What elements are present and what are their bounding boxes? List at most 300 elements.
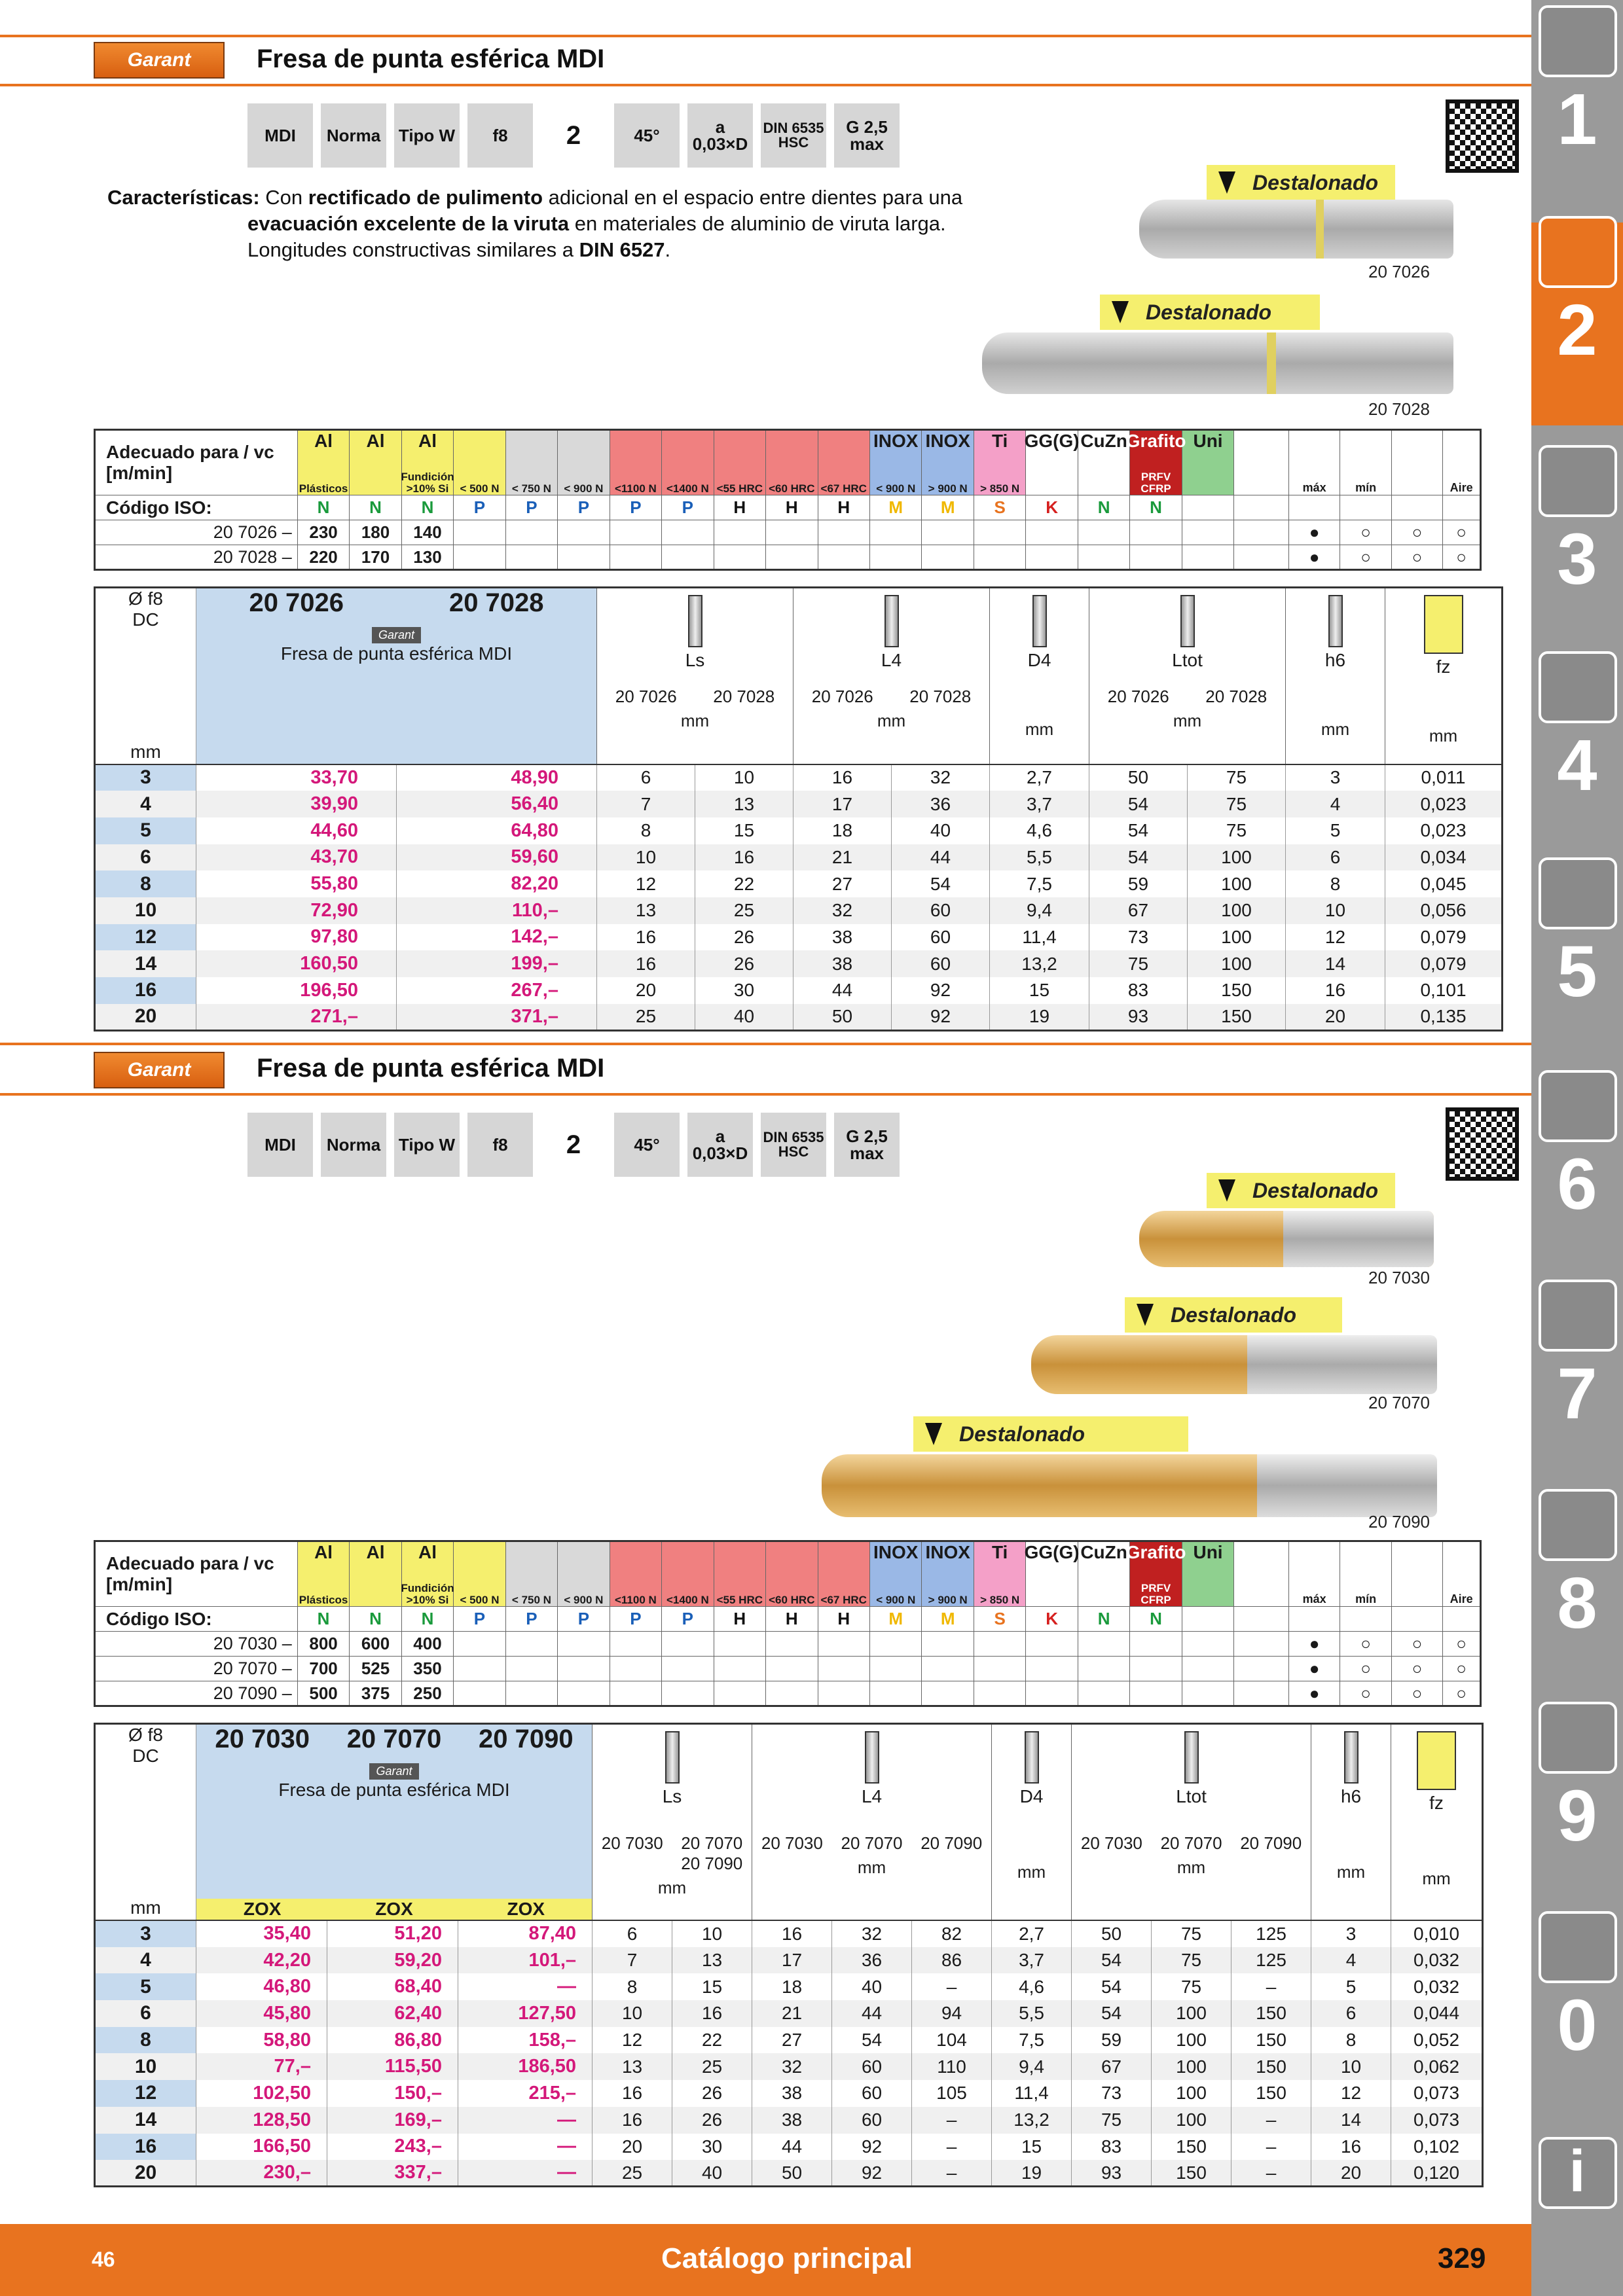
dimension-value: 12 <box>593 2027 672 2054</box>
dimension-value: 10 <box>1286 897 1385 924</box>
price-value: 150,– <box>327 2080 458 2107</box>
dimension-value: 6 <box>1311 2000 1391 2027</box>
vc-empty <box>1130 1681 1182 1706</box>
dimension-value: 150 <box>1231 2080 1311 2107</box>
chapter-number: 6 <box>1557 1144 1597 1225</box>
dimension-value: 54 <box>892 870 990 897</box>
dimension-value: 12 <box>1286 924 1385 951</box>
material-sub: <1100 N <box>614 1594 657 1606</box>
dimension-symbol: h6 <box>1340 1786 1362 1806</box>
material-column <box>974 1541 1025 1607</box>
vc-empty <box>610 520 661 545</box>
coolant-mark: ○ <box>1340 1632 1391 1657</box>
price-value: 46,80 <box>196 1973 327 2000</box>
dimension-value: 16 <box>593 2080 672 2107</box>
iso-code: N <box>1078 495 1129 520</box>
material-cell <box>1125 431 1186 495</box>
dimension-value: 16 <box>597 950 695 977</box>
vc-empty <box>1078 1657 1129 1681</box>
material-cell <box>1078 1542 1129 1606</box>
iso-blank <box>1288 1607 1340 1632</box>
dimension-value: 16 <box>1311 2134 1391 2161</box>
iso-code: M <box>869 495 921 520</box>
dimension-value: – <box>1231 2134 1311 2161</box>
coolant-column: mín <box>1340 1541 1391 1607</box>
material-cell <box>298 1542 349 1606</box>
dimension-value: 100 <box>1152 2000 1231 2027</box>
iso-code: K <box>1026 495 1078 520</box>
features-text-plain: Longitudes constructivas similares a <box>247 238 579 261</box>
iso-blank <box>1443 495 1481 520</box>
coolant-column: Aire <box>1443 430 1481 495</box>
dimension-value: 0,010 <box>1391 1920 1483 1947</box>
footer-title: Catálogo principal <box>661 2242 913 2274</box>
vc-value: 375 <box>350 1681 401 1706</box>
price-value: 62,40 <box>327 2000 458 2027</box>
material-column <box>662 1541 714 1607</box>
dimension-value: 83 <box>1089 977 1188 1004</box>
coolant-mark: ○ <box>1340 1657 1391 1681</box>
coolant-mark: ○ <box>1391 545 1442 570</box>
dimension-value: 2,7 <box>992 1920 1072 1947</box>
chapter-tab-icon[interactable] <box>1539 857 1617 929</box>
dimension-value: – <box>912 2160 992 2187</box>
price-value: 43,70 <box>196 844 397 871</box>
dimension-value: 92 <box>892 977 990 1004</box>
iso-blank <box>1340 1607 1391 1632</box>
iso-code: N <box>1130 495 1182 520</box>
chapter-number: i <box>1569 2139 1586 2204</box>
vc-empty <box>558 1632 610 1657</box>
data-row <box>95 2000 1483 2027</box>
diameter-value: 10 <box>95 2053 196 2080</box>
vc-empty <box>1078 1632 1129 1657</box>
article-number: 20 7026 <box>249 588 344 617</box>
iso-label: Código ISO: <box>95 1607 298 1632</box>
price-value: 35,40 <box>196 1920 327 1947</box>
chapter-tab-icon[interactable] <box>1539 1911 1617 1983</box>
vc-empty <box>1026 520 1078 545</box>
price-value: 142,– <box>397 924 597 951</box>
diameter-value: 8 <box>95 2027 196 2054</box>
iso-row <box>95 1607 1481 1632</box>
material-cell <box>714 1542 765 1606</box>
chapter-tab-icon[interactable] <box>1539 5 1617 77</box>
dimension-value: 92 <box>832 2134 912 2161</box>
dimension-value: 125 <box>1231 1920 1311 1947</box>
dimension-symbol: D4 <box>1019 1786 1044 1806</box>
dimension-value: 16 <box>597 924 695 951</box>
material-cell <box>402 431 453 495</box>
price-value: 110,– <box>397 897 597 924</box>
features-line-2 <box>107 211 962 237</box>
dimension-value: 10 <box>672 1920 752 1947</box>
coolant-column: mín <box>1340 430 1391 495</box>
dimension-value: 10 <box>593 2000 672 2027</box>
material-cell <box>870 1542 921 1606</box>
material-sub: <1400 N <box>666 1594 709 1606</box>
dimension-value: 36 <box>892 791 990 817</box>
material-name: INOX <box>873 431 919 451</box>
diameter-value: 14 <box>95 2107 196 2134</box>
article-code: 20 7030 – <box>95 1632 298 1657</box>
iso-code: M <box>869 1607 921 1632</box>
dimension-value: 15 <box>695 817 793 844</box>
sub-code: 20 7090 <box>1240 1833 1302 1853</box>
dimension-value: 0,044 <box>1391 2000 1483 2027</box>
vc-empty <box>505 1657 557 1681</box>
footer-left-number: 46 <box>92 2248 115 2271</box>
dimension-symbol: Ls <box>685 650 705 670</box>
chapter-tab-icon[interactable] <box>1539 1280 1617 1352</box>
article-code: 20 7070 – <box>95 1657 298 1681</box>
chapter-tab-icon[interactable] <box>1539 1070 1617 1142</box>
material-column <box>766 1541 818 1607</box>
dimension-header <box>1311 1724 1391 1921</box>
unit-label: mm <box>857 1857 886 1877</box>
vc-empty <box>922 520 974 545</box>
dimension-icon <box>665 1731 680 1784</box>
data-row <box>95 950 1503 977</box>
tool-code: 20 7030 <box>1368 1268 1430 1287</box>
dimension-value: 6 <box>1286 844 1385 871</box>
chapter-tab-icon[interactable] <box>1539 216 1617 288</box>
dimension-value: – <box>912 2107 992 2134</box>
dimension-value: 25 <box>593 2160 672 2187</box>
iso-code: N <box>1078 1607 1129 1632</box>
material-cell <box>506 431 557 495</box>
chapter-number: 7 <box>1557 1354 1597 1434</box>
vc-empty <box>818 1681 869 1706</box>
sub-code-row <box>793 687 989 707</box>
diameter-value: 10 <box>95 897 196 924</box>
property-icons <box>247 1113 900 1177</box>
material-cell <box>766 1542 817 1606</box>
diameter-value: 20 <box>95 2160 196 2187</box>
dimension-value: 75 <box>1152 1947 1231 1974</box>
dimension-value: 125 <box>1231 1947 1311 1974</box>
data-header-row <box>95 1724 1483 1921</box>
material-cell <box>922 1542 973 1606</box>
garant-mini-logo: Garant <box>369 1763 418 1780</box>
material-column <box>922 1541 974 1607</box>
tool-image <box>822 1454 1280 1517</box>
vc-empty <box>558 545 610 570</box>
material-cell <box>818 431 869 495</box>
material-column <box>974 430 1025 495</box>
dimension-value: 14 <box>1286 950 1385 977</box>
dimension-value: 4 <box>1311 1947 1391 1974</box>
price-value: — <box>458 1973 593 2000</box>
unit-label: mm <box>130 742 161 762</box>
iso-code: P <box>558 1607 610 1632</box>
material-cell <box>870 431 921 495</box>
unit-label: mm <box>680 711 710 730</box>
vc-empty <box>662 1681 714 1706</box>
iso-code: P <box>662 1607 714 1632</box>
dimension-value: 25 <box>672 2053 752 2080</box>
dimension-value: 15 <box>992 2134 1072 2161</box>
article-number: 20 7028 <box>448 588 544 617</box>
chapter-tab-icon[interactable] <box>1539 445 1617 517</box>
data-row <box>95 817 1503 844</box>
material-column <box>610 1541 661 1607</box>
coolant-column: Aire <box>1443 1541 1481 1607</box>
dimension-header <box>1089 588 1286 764</box>
dimension-symbol: Ls <box>662 1786 682 1806</box>
material-cell <box>662 1542 713 1606</box>
dimension-header <box>593 1724 752 1921</box>
dimension-header <box>1072 1724 1311 1921</box>
dimension-value: 44 <box>892 844 990 871</box>
dimension-value: 17 <box>793 791 892 817</box>
vc-value: 800 <box>297 1632 349 1657</box>
qr-code[interactable] <box>1446 99 1519 173</box>
dimension-value: 150 <box>1231 2053 1311 2080</box>
iso-code: P <box>558 495 610 520</box>
coolant-blank <box>1234 1657 1289 1681</box>
material-sub: < 750 N <box>511 482 551 495</box>
material-cell <box>974 1542 1025 1606</box>
dimension-value: 50 <box>793 1004 892 1031</box>
price-value: 186,50 <box>458 2053 593 2080</box>
material-sub: <1400 N <box>666 482 709 495</box>
price-value: 102,50 <box>196 2080 327 2107</box>
material-name: Al <box>314 1542 333 1562</box>
material-cell <box>662 431 713 495</box>
vc-empty <box>869 520 921 545</box>
dimension-value: 75 <box>1072 2107 1152 2134</box>
dimension-value: 18 <box>752 1973 832 2000</box>
iso-code: P <box>505 1607 557 1632</box>
dimension-value: 100 <box>1152 2080 1231 2107</box>
iso-code: S <box>974 1607 1025 1632</box>
material-name: Al <box>418 1542 437 1562</box>
dimension-value: 21 <box>793 844 892 871</box>
dimension-value: 50 <box>1072 1920 1152 1947</box>
dimension-header <box>990 588 1089 764</box>
material-column <box>1125 1541 1186 1607</box>
dimension-value: 32 <box>892 764 990 791</box>
dimension-value: 0,034 <box>1385 844 1503 871</box>
dimension-value: 26 <box>695 950 793 977</box>
dimension-value: 38 <box>752 2080 832 2107</box>
tool-code: 20 7026 <box>1368 262 1430 281</box>
dimension-symbol: fz <box>1436 656 1451 677</box>
material-column <box>1078 1541 1129 1607</box>
data-table <box>94 586 1503 1031</box>
vc-empty <box>922 1657 974 1681</box>
material-sub: <60 HRC <box>769 1594 815 1606</box>
destalonado-label: Destalonado <box>1125 1297 1342 1333</box>
garant-logo: Garant <box>94 42 225 79</box>
material-sub: PRFV CFRP <box>1140 471 1171 495</box>
property-icon: MDI <box>247 103 313 168</box>
dimension-value: – <box>912 1973 992 2000</box>
material-cell <box>818 1542 869 1606</box>
price-value: 44,60 <box>196 817 397 844</box>
dimension-value: 54 <box>1072 1947 1152 1974</box>
diameter-value: 16 <box>95 2134 196 2161</box>
sub-code: 20 7070 20 7090 <box>681 1833 743 1873</box>
dimension-value: 100 <box>1152 2053 1231 2080</box>
diameter-value: 6 <box>95 2000 196 2027</box>
dimension-value: 12 <box>597 870 695 897</box>
material-sub: < 500 N <box>460 1594 500 1606</box>
dimension-value: 5,5 <box>990 844 1089 871</box>
garant-logo: Garant <box>94 1052 225 1088</box>
compat-row <box>95 520 1481 545</box>
property-icon: DIN 6535 HSC <box>761 1113 826 1177</box>
coolant-blank <box>1234 1632 1289 1657</box>
sub-code-row <box>1089 687 1285 707</box>
product-header <box>196 1724 593 1921</box>
dimension-value: 50 <box>1089 764 1188 791</box>
vc-empty <box>714 1657 765 1681</box>
dimension-value: 75 <box>1188 764 1286 791</box>
sub-code-row <box>593 1833 752 1874</box>
vc-empty <box>1078 520 1129 545</box>
vc-empty <box>1026 1632 1078 1657</box>
vc-empty <box>818 545 869 570</box>
features-text-plain: Con <box>265 186 308 209</box>
material-cell <box>350 431 401 495</box>
tool-shank <box>1257 1454 1437 1517</box>
dimension-value: 75 <box>1089 950 1188 977</box>
article-numbers <box>196 588 596 618</box>
material-column <box>610 430 661 495</box>
data-row <box>95 791 1503 817</box>
section-title: Fresa de punta esférica MDI <box>257 1054 605 1083</box>
material-name: Grafito <box>1125 1542 1186 1562</box>
dimension-value: 7 <box>597 791 695 817</box>
material-column <box>454 1541 505 1607</box>
data-row <box>95 764 1503 791</box>
dimension-value: 54 <box>1089 844 1188 871</box>
price-value: 48,90 <box>397 764 597 791</box>
compat-header-row <box>95 1541 1481 1607</box>
coolant-mark: ○ <box>1340 1681 1391 1706</box>
dimension-value: 13 <box>695 791 793 817</box>
iso-code: N <box>297 495 349 520</box>
chapter-tab-icon[interactable] <box>1539 1489 1617 1561</box>
dimension-value: 54 <box>1072 2000 1152 2027</box>
diameter-value: 3 <box>95 764 196 791</box>
dimension-value: 0,079 <box>1385 924 1503 951</box>
vc-value: 700 <box>297 1657 349 1681</box>
destalonado-label: Destalonado <box>1207 165 1395 200</box>
dimension-value: 60 <box>832 2080 912 2107</box>
chapter-tab-icon[interactable] <box>1539 651 1617 723</box>
material-column <box>818 430 869 495</box>
dimension-value: – <box>1231 2160 1311 2187</box>
unit-label: mm <box>1422 1869 1451 1888</box>
price-value: 42,20 <box>196 1947 327 1974</box>
dimension-value: 3 <box>1311 1920 1391 1947</box>
material-column <box>297 1541 349 1607</box>
material-sub: < 500 N <box>460 482 500 495</box>
iso-code: H <box>714 1607 765 1632</box>
material-sub: <60 HRC <box>769 482 815 495</box>
vc-value: 600 <box>350 1632 401 1657</box>
iso-code: M <box>922 1607 974 1632</box>
unit-label: mm <box>1321 719 1350 739</box>
data-row <box>95 2080 1483 2107</box>
material-sub: <67 HRC <box>820 482 867 495</box>
dimension-value: 22 <box>672 2027 752 2054</box>
dimension-value: 27 <box>793 870 892 897</box>
vc-empty <box>610 1657 661 1681</box>
vc-empty <box>454 1681 505 1706</box>
dimension-value: 60 <box>892 897 990 924</box>
dimension-value: 15 <box>990 977 1089 1004</box>
vc-empty <box>869 545 921 570</box>
dimension-value: 19 <box>990 1004 1089 1031</box>
material-column <box>454 430 505 495</box>
dc-label: DC <box>132 609 159 630</box>
price-value: 371,– <box>397 1004 597 1031</box>
dimension-icon <box>884 595 899 647</box>
dimension-value: 0,062 <box>1391 2053 1483 2080</box>
vc-value: 140 <box>401 520 453 545</box>
property-icon: f8 <box>467 1113 533 1177</box>
dimension-header <box>752 1724 992 1921</box>
material-column <box>1125 430 1186 495</box>
material-sub: < 900 N <box>564 1594 604 1606</box>
chapter-tab-icon[interactable] <box>1539 1702 1617 1774</box>
material-name: INOX <box>873 1542 919 1562</box>
diameter-value: 3 <box>95 1920 196 1947</box>
material-cell <box>558 1542 609 1606</box>
dimension-value: 8 <box>1311 2027 1391 2054</box>
price-value: 45,80 <box>196 2000 327 2027</box>
dimension-value: 40 <box>832 1973 912 2000</box>
sub-code: 20 7090 <box>921 1833 983 1853</box>
dimension-value: 86 <box>912 1947 992 1974</box>
iso-blank <box>1391 495 1442 520</box>
dimension-value: 0,073 <box>1391 2080 1483 2107</box>
dimension-symbol: L4 <box>881 650 902 670</box>
data-row <box>95 897 1503 924</box>
diameter-value: 14 <box>95 950 196 977</box>
sub-code: 20 7028 <box>909 687 972 706</box>
iso-blank <box>1391 1607 1442 1632</box>
dimension-value: 0,045 <box>1385 870 1503 897</box>
vc-empty <box>818 1657 869 1681</box>
vc-empty <box>1026 1657 1078 1681</box>
material-column <box>558 430 610 495</box>
material-cell <box>350 1542 401 1606</box>
dimension-value: 21 <box>752 2000 832 2027</box>
qr-code[interactable] <box>1446 1107 1519 1181</box>
dimension-value: 60 <box>832 2053 912 2080</box>
price-value: 59,60 <box>397 844 597 871</box>
material-column <box>1026 430 1078 495</box>
material-cell <box>1182 431 1233 495</box>
compat-header-label: Adecuado para / vc [m/min] <box>95 430 298 495</box>
diameter-value: 12 <box>95 2080 196 2107</box>
dimension-icon <box>1032 595 1047 647</box>
coolant-column <box>1391 430 1442 495</box>
dimension-value: 100 <box>1188 870 1286 897</box>
vc-empty <box>1182 520 1233 545</box>
dimension-value: 100 <box>1152 2027 1231 2054</box>
iso-code: P <box>610 495 661 520</box>
product-name: Fresa de punta esférica MDI <box>278 1780 510 1800</box>
vc-value: 170 <box>350 545 401 570</box>
unit-label: mm <box>1173 711 1202 730</box>
iso-code: H <box>818 1607 869 1632</box>
